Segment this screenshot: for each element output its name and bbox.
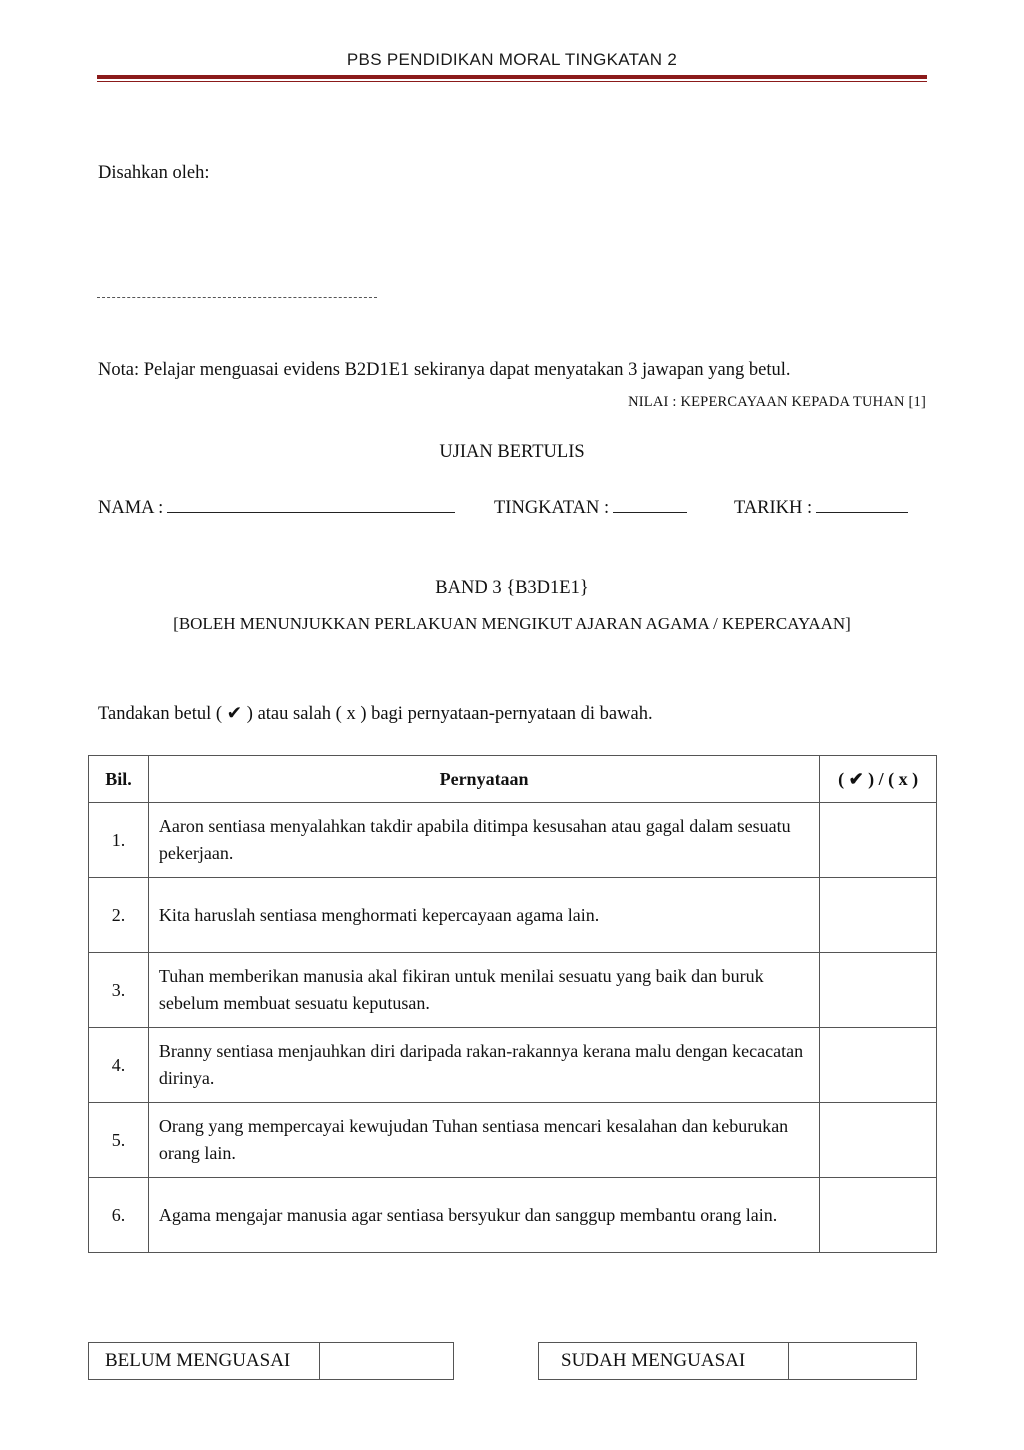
row-statement: Aaron sentiasa menyalahkan takdir apabila ditimpa kesusahan atau gagal dalam sesuatu pekerjaan. bbox=[148, 803, 819, 878]
row-number: 5. bbox=[89, 1103, 149, 1178]
answer-cell[interactable] bbox=[820, 878, 937, 953]
approval-label: Disahkan oleh: bbox=[98, 163, 210, 183]
row-statement: Orang yang mempercayai kewujudan Tuhan sentiasa mencari kesalahan dan keburukan orang lain. bbox=[148, 1103, 819, 1178]
band-description: [BOLEH MENUNJUKKAN PERLAKUAN MENGIKUT AJARAN AGAMA / KEPERCAYAAN] bbox=[173, 614, 851, 633]
band-title: BAND 3 {B3D1E1} bbox=[435, 578, 589, 598]
table-row bbox=[89, 953, 937, 1028]
row-number: 2. bbox=[89, 878, 149, 953]
table-row bbox=[89, 803, 937, 878]
date-field[interactable] bbox=[734, 496, 908, 519]
row-statement: Branny sentiasa menjauhkan diri daripada rakan-rakannya kerana malu dengan kecacatan dirinya. bbox=[148, 1028, 819, 1103]
not-mastered-label: BELUM MENGUASAI bbox=[89, 1343, 320, 1379]
page-header-title: PBS PENDIDIKAN MORAL TINGKATAN 2 bbox=[346, 50, 678, 69]
row-statement: Agama mengajar manusia agar sentiasa bersyukur dan sanggup membantu orang lain. bbox=[148, 1178, 819, 1253]
mastered-checkbox[interactable] bbox=[789, 1343, 916, 1379]
form-label: TINGKATAN : bbox=[494, 498, 610, 518]
row-number: 4. bbox=[89, 1028, 149, 1103]
header-number: Bil. bbox=[89, 756, 149, 803]
note-text: Nota: Pelajar menguasai evidens B2D1E1 sekiranya dapat menyatakan 3 jawapan yang betul. bbox=[98, 360, 791, 380]
mastered-label: SUDAH MENGUASAI bbox=[539, 1343, 789, 1379]
answer-cell[interactable] bbox=[820, 953, 937, 1028]
table-header-row bbox=[89, 756, 937, 803]
row-number: 3. bbox=[89, 953, 149, 1028]
form-field[interactable] bbox=[494, 496, 687, 519]
name-blank[interactable] bbox=[167, 496, 455, 513]
not-mastered-box bbox=[88, 1342, 454, 1380]
value-line: NILAI : KEPERCAYAAN KEPADA TUHAN [1] bbox=[628, 394, 926, 410]
name-label: NAMA : bbox=[98, 498, 164, 518]
row-number: 6. bbox=[89, 1178, 149, 1253]
row-number: 1. bbox=[89, 803, 149, 878]
answer-cell[interactable] bbox=[820, 1178, 937, 1253]
mastered-box bbox=[538, 1342, 917, 1380]
header-rule-thick bbox=[97, 75, 927, 79]
header-statement: Pernyataan bbox=[148, 756, 819, 803]
row-statement: Tuhan memberikan manusia akal fikiran untuk menilai sesuatu yang baik dan buruk sebelum membuat sesuatu keputusan. bbox=[148, 953, 819, 1028]
date-label: TARIKH : bbox=[734, 498, 813, 518]
table-row bbox=[89, 1028, 937, 1103]
form-blank[interactable] bbox=[613, 496, 687, 513]
statements-table bbox=[88, 755, 937, 1253]
header-rule-thin bbox=[97, 81, 927, 82]
name-field[interactable] bbox=[98, 496, 455, 519]
answer-cell[interactable] bbox=[820, 1103, 937, 1178]
answer-cell[interactable] bbox=[820, 1028, 937, 1103]
table-row bbox=[89, 1178, 937, 1253]
row-statement: Kita haruslah sentiasa menghormati kepercayaan agama lain. bbox=[148, 878, 819, 953]
table-row bbox=[89, 1103, 937, 1178]
test-title: UJIAN BERTULIS bbox=[439, 442, 585, 462]
date-blank[interactable] bbox=[816, 496, 908, 513]
table-row bbox=[89, 878, 937, 953]
not-mastered-checkbox[interactable] bbox=[320, 1343, 453, 1379]
answer-cell[interactable] bbox=[820, 803, 937, 878]
instruction-text: Tandakan betul ( ✔ ) atau salah ( x ) bagi pernyataan-pernyataan di bawah. bbox=[98, 704, 653, 724]
header-answer: ( ✔ ) / ( x ) bbox=[820, 756, 937, 803]
signature-line bbox=[97, 297, 377, 298]
